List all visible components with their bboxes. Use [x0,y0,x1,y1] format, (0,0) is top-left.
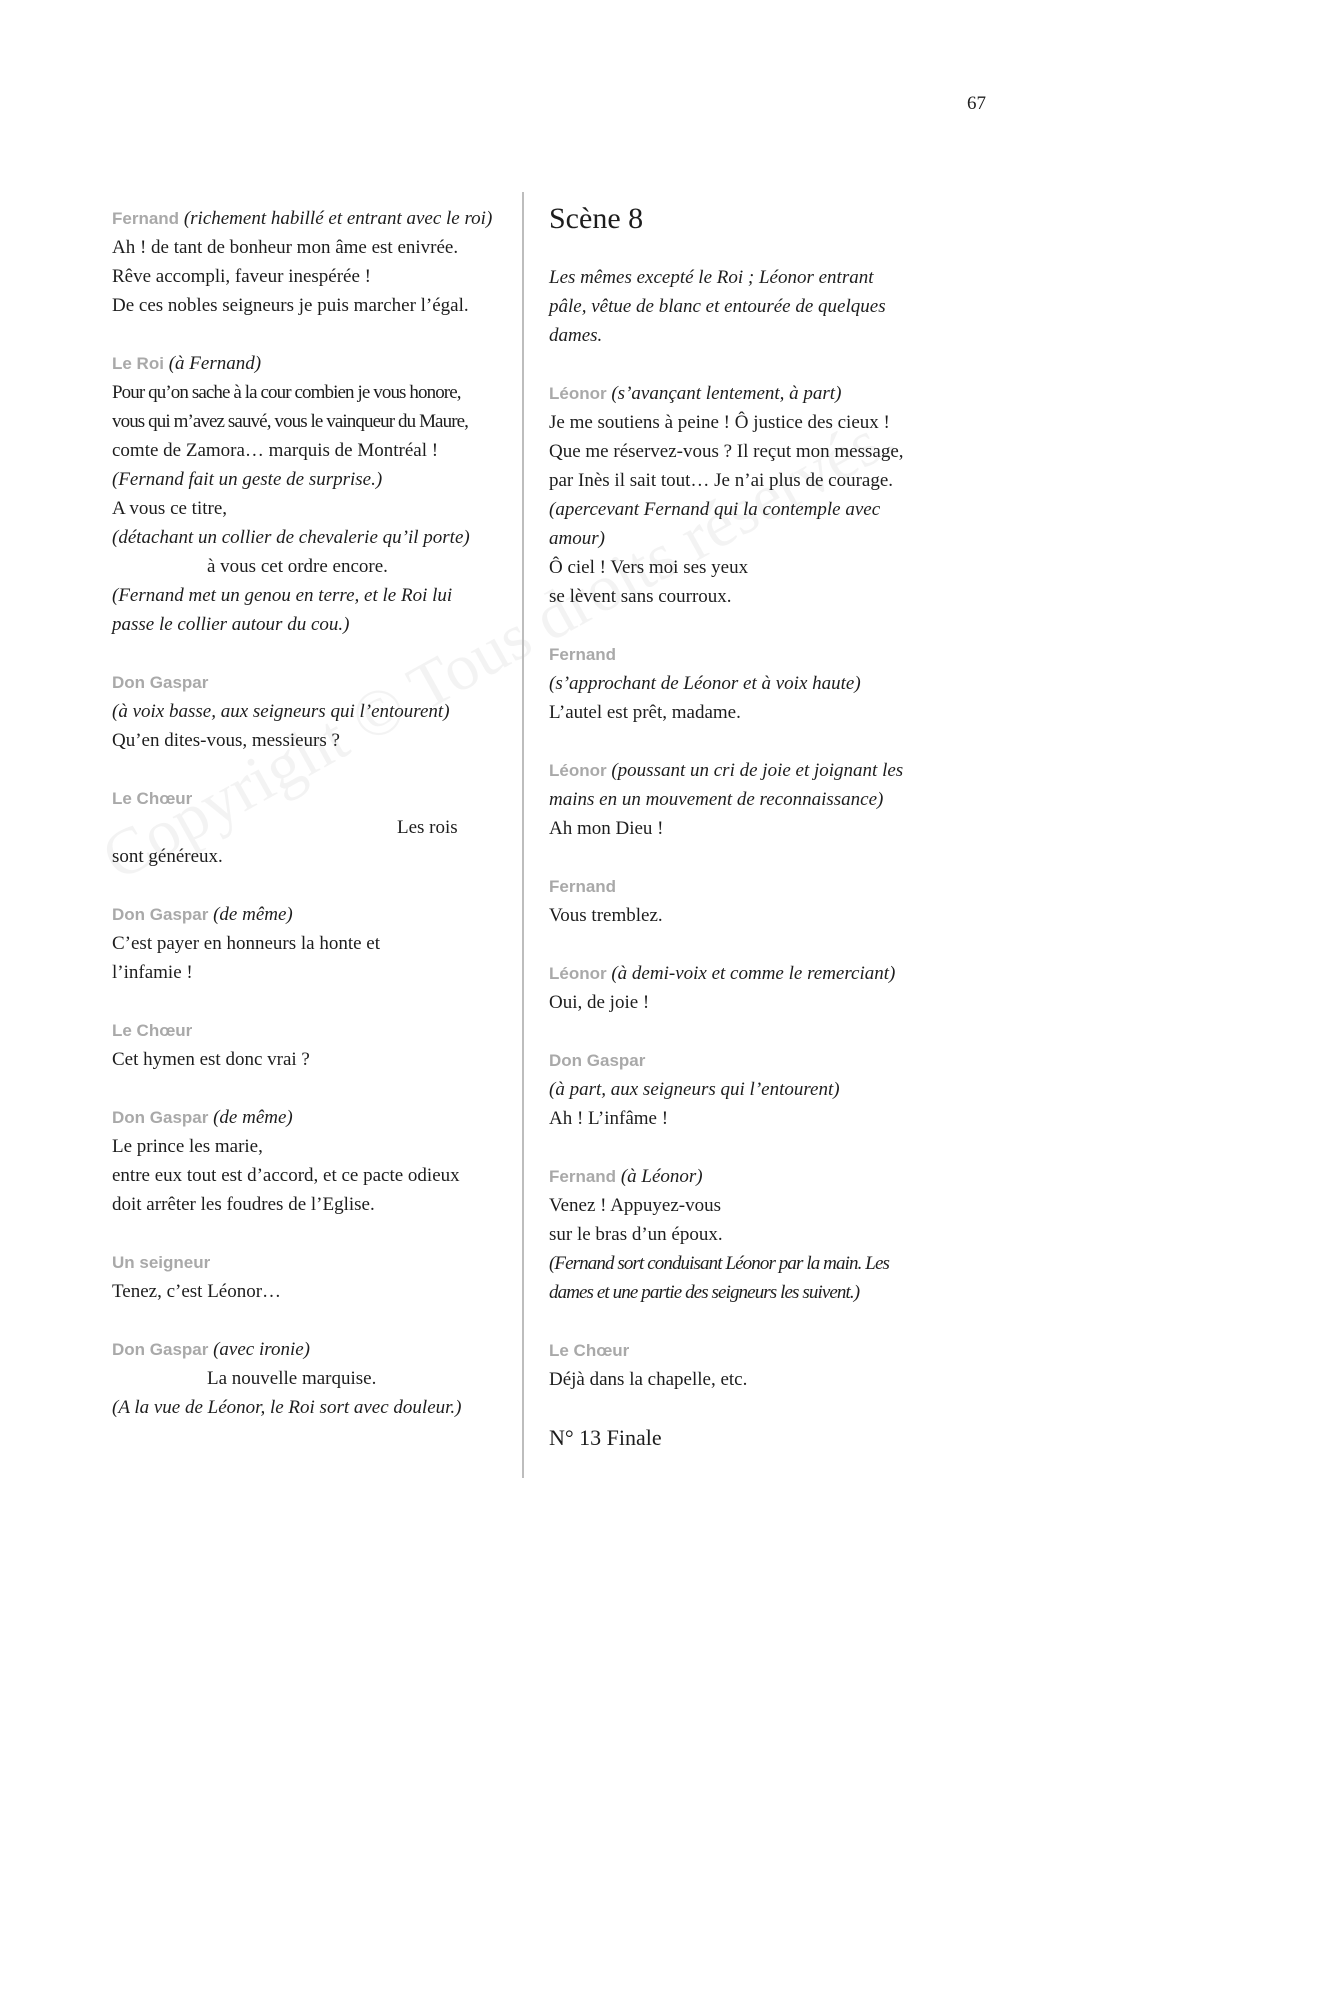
speaker-name: Léonor [549,964,607,983]
verse-line: Les rois [397,817,458,838]
page-number: 67 [967,93,986,114]
spacer [112,1219,504,1248]
spacer [112,320,504,349]
spacer [549,1307,949,1336]
spacer [549,1017,949,1046]
stage-direction: mains en un mouvement de reconnaissance) [549,789,884,810]
stage-direction: (apercevant Fernand qui la contemple avec [549,499,881,520]
spacer [112,1074,504,1103]
speaker-direction: (poussant un cri de joie et joignant les [606,760,904,781]
spacer [549,843,949,872]
speaker-fernand [549,1162,949,1191]
scene-title: Scène 8 [549,202,644,235]
speaker-name: Don Gaspar [112,905,209,924]
speaker-direction: (de même) [208,1107,293,1128]
verse-line: C’est payer en honneurs la honte et [112,933,381,954]
column-divider [522,192,524,1478]
speaker-un-seigneur [112,1248,504,1277]
stage-direction: (détachant un collier de chevalerie qu’il porte) [112,527,470,548]
spacer [112,987,504,1016]
speaker-don-gaspar [112,900,504,929]
stage-direction: amour) [549,528,605,549]
stage-direction: (Fernand met un genou en terre, et le Roi lui [112,585,453,606]
speaker-name: Le Chœur [112,789,193,808]
stage-direction: dames. [549,325,603,346]
verse-line: La nouvelle marquise. [207,1368,377,1389]
speaker-name: Le Roi [112,354,164,373]
speaker-name: Un seigneur [112,1253,211,1272]
verse-line: Pour qu’on sache à la cour combien je vous honore, [112,382,461,403]
speaker-direction: (de même) [208,904,293,925]
stage-direction: Les mêmes excepté le Roi ; Léonor entrant [549,267,874,288]
speaker-name: Don Gaspar [112,1340,209,1359]
spacer [549,611,949,640]
verse-line: par Inès il sait tout… Je n’ai plus de courage. [549,470,894,491]
stage-direction: (à part, aux seigneurs qui l’entourent) [549,1079,840,1100]
speaker-le-choeur [112,1016,504,1045]
verse-line: Que me réservez-vous ? Il reçut mon message, [549,441,904,462]
stage-direction: (A la vue de Léonor, le Roi sort avec douleur.) [112,1397,462,1418]
verse-line: se lèvent sans courroux. [549,586,732,607]
speaker-le-choeur [549,1336,949,1365]
verse-line: sur le bras d’un époux. [549,1224,723,1245]
speaker-name: Le Chœur [549,1341,630,1360]
verse-line: Je me soutiens à peine ! Ô justice des cieux ! [549,412,890,433]
spacer [549,1133,949,1162]
stage-direction: pâle, vêtue de blanc et entourée de quelques [549,296,886,317]
speaker-name: Léonor [549,384,607,403]
spacer [549,930,949,959]
spacer [112,1306,504,1335]
stage-direction: (Fernand fait un geste de surprise.) [112,469,383,490]
verse-line: Qu’en dites-vous, messieurs ? [112,730,340,751]
verse-line: Cet hymen est donc vrai ? [112,1049,310,1070]
verse-line: Le prince les marie, [112,1136,263,1157]
finale-heading: N° 13 Finale [549,1425,662,1450]
speaker-fernand [549,872,949,901]
speaker-name: Fernand [549,645,617,664]
spacer [112,639,504,668]
left-column [112,204,504,1422]
speaker-fernand [112,204,504,233]
verse-line: à vous cet ordre encore. [207,556,388,577]
spacer [549,1394,949,1423]
verse-line: Rêve accompli, faveur inespérée ! [112,266,372,287]
speaker-name: Fernand [549,1167,617,1186]
speaker-direction: (à Léonor) [616,1166,703,1187]
speaker-name: Fernand [112,209,180,228]
verse-line: De ces nobles seigneurs je puis marcher l’égal. [112,295,469,316]
spacer [112,871,504,900]
speaker-leonor [549,379,949,408]
speaker-name: Don Gaspar [112,1108,209,1127]
speaker-name: Don Gaspar [112,673,209,692]
right-column [549,204,949,1452]
speaker-don-gaspar [112,1335,504,1364]
speaker-leonor [549,959,949,988]
verse-line: doit arrêter les foudres de l’Eglise. [112,1194,375,1215]
verse-line: Ah ! de tant de bonheur mon âme est enivrée. [112,237,459,258]
verse-line: vous qui m’avez sauvé, vous le vainqueur du Maure, [112,411,469,432]
speaker-direction: (avec ironie) [208,1339,310,1360]
verse-line: sont généreux. [112,846,223,867]
speaker-leonor [549,756,949,785]
speaker-direction: (richement habillé et entrant avec le roi) [179,208,493,229]
verse-line: Tenez, c’est Léonor… [112,1281,282,1302]
stage-direction: (s’approchant de Léonor et à voix haute) [549,673,861,694]
stage-direction: (à voix basse, aux seigneurs qui l’entourent) [112,701,450,722]
spacer [549,350,949,379]
spacer [549,727,949,756]
verse-line: A vous ce titre, [112,498,228,519]
verse-line: entre eux tout est d’accord, et ce pacte odieux [112,1165,460,1186]
speaker-le-roi [112,349,504,378]
speaker-name: Don Gaspar [549,1051,646,1070]
verse-line: l’infamie ! [112,962,193,983]
verse-line: comte de Zamora… marquis de Montréal ! [112,440,439,461]
verse-line: Déjà dans la chapelle, etc. [549,1369,748,1390]
verse-line: Oui, de joie ! [549,992,650,1013]
speaker-direction: (à Fernand) [163,353,262,374]
speaker-direction: (s’avançant lentement, à part) [606,383,842,404]
stage-direction: (Fernand sort conduisant Léonor par la main. Les [549,1253,889,1274]
speaker-don-gaspar [549,1046,949,1075]
verse-line: Venez ! Appuyez-vous [549,1195,722,1216]
speaker-direction: (à demi-voix et comme le remerciant) [606,963,896,984]
speaker-don-gaspar [112,668,504,697]
speaker-name: Fernand [549,877,617,896]
spacer [112,755,504,784]
speaker-le-choeur [112,784,504,813]
speaker-name: Le Chœur [112,1021,193,1040]
verse-line: Ah mon Dieu ! [549,818,664,839]
verse-line: Ô ciel ! Vers moi ses yeux [549,557,749,578]
stage-direction: dames et une partie des seigneurs les suivent.) [549,1282,860,1303]
verse-line: L’autel est prêt, madame. [549,702,741,723]
speaker-don-gaspar [112,1103,504,1132]
speaker-fernand [549,640,949,669]
verse-line: Vous tremblez. [549,905,663,926]
speaker-name: Léonor [549,761,607,780]
stage-direction: passe le collier autour du cou.) [112,614,350,635]
verse-line: Ah ! L’infâme ! [549,1108,669,1129]
